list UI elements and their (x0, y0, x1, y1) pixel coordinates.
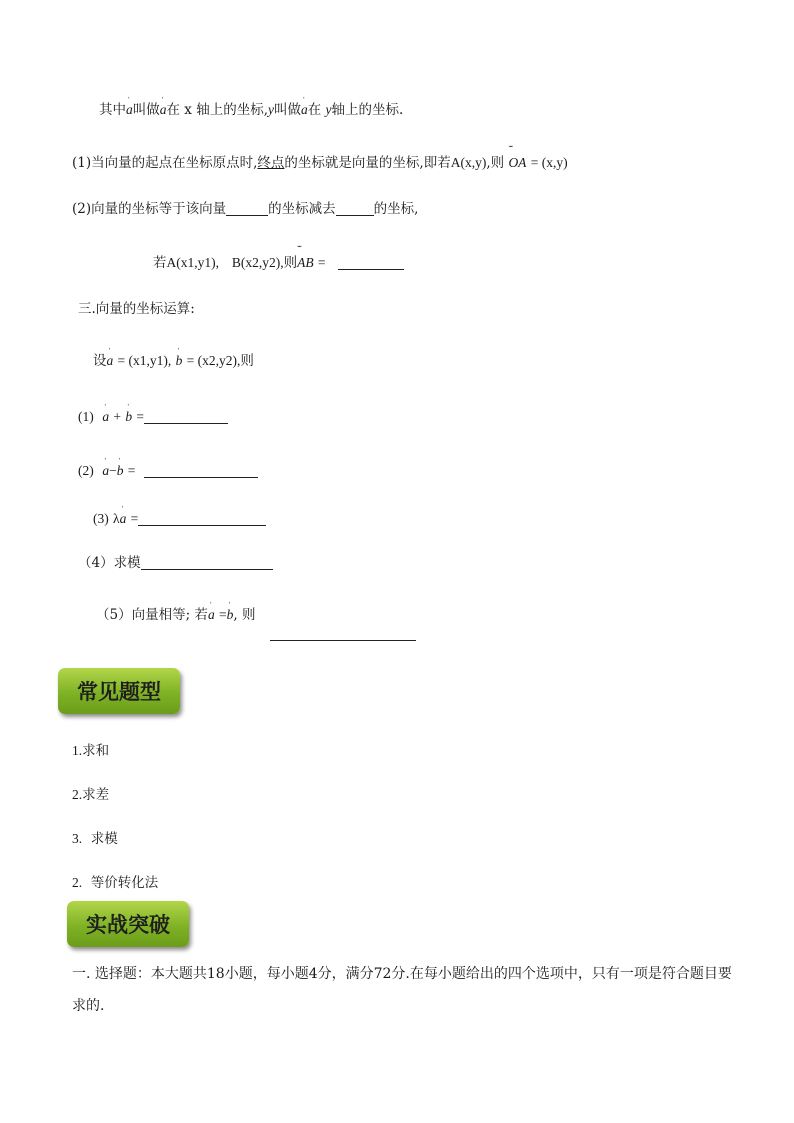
operation-equality: （5）向量相等; 若ˈ a =ˈ b, 则 (96, 606, 255, 624)
vector-OA: ˘˘ OA (508, 155, 526, 170)
operation-difference: (2) ˈ a−ˈ b = (78, 462, 258, 480)
operation-scalar: (3) λˈ a = (93, 510, 266, 528)
fill-blank[interactable] (270, 640, 416, 641)
origin-rule-line: (1)当向量的起点在坐标原点时,终点的坐标就是向量的坐标,即若A(x,y),则 ˘˘ OA = (x,y) (72, 154, 568, 172)
fill-blank[interactable] (336, 201, 374, 216)
difference-rule-line: (2)向量的坐标等于该向量 的坐标减去 的坐标, (72, 201, 419, 217)
section-title: 三.向量的坐标运算: (78, 301, 195, 317)
vector-a: ˈ a (160, 102, 167, 117)
fill-blank[interactable] (141, 555, 273, 570)
exercise-instructions-continued: 求的. (72, 998, 105, 1014)
list-item: 2. 等价转化法 (72, 875, 159, 891)
AB-coordinate-line: 若A(x1,y1), B(x2,y2),则˘˘ AB = (153, 254, 404, 272)
fill-blank[interactable] (144, 409, 228, 424)
fill-blank[interactable] (226, 201, 268, 216)
vector-AB: ˘˘ AB (297, 255, 314, 270)
list-item: 3. 求模 (72, 831, 118, 847)
section-badge-common-types: 常见题型 (58, 668, 180, 714)
coordinate-definition-line: 其中ˈ a叫做ˈ a在 x 轴上的坐标,y叫做ˈ a在 y轴上的坐标. (99, 101, 403, 119)
vector-a-x: ˈ a (126, 102, 133, 117)
exercise-instructions: 一. 选择题：本大题共18小题，每小题4分，满分72分.在每小题给出的四个选项中，只有一项是符合题目要 (72, 966, 732, 982)
fill-blank[interactable] (144, 463, 258, 478)
section-badge-practice: 实战突破 (67, 901, 189, 947)
list-item: 2.求差 (72, 787, 110, 803)
vector-a-y: ˈ a (301, 102, 308, 117)
operation-sum: (1) ˈ a + ˈ b = (78, 408, 228, 426)
fill-blank[interactable] (138, 511, 266, 526)
fill-blank[interactable] (338, 255, 404, 270)
operation-modulus: （4）求模 (78, 554, 273, 572)
list-item: 1.求和 (72, 743, 110, 759)
vector-setup-line: 设ˈ a = (x1,y1), ˈ b = (x2,y2),则 (93, 352, 254, 370)
